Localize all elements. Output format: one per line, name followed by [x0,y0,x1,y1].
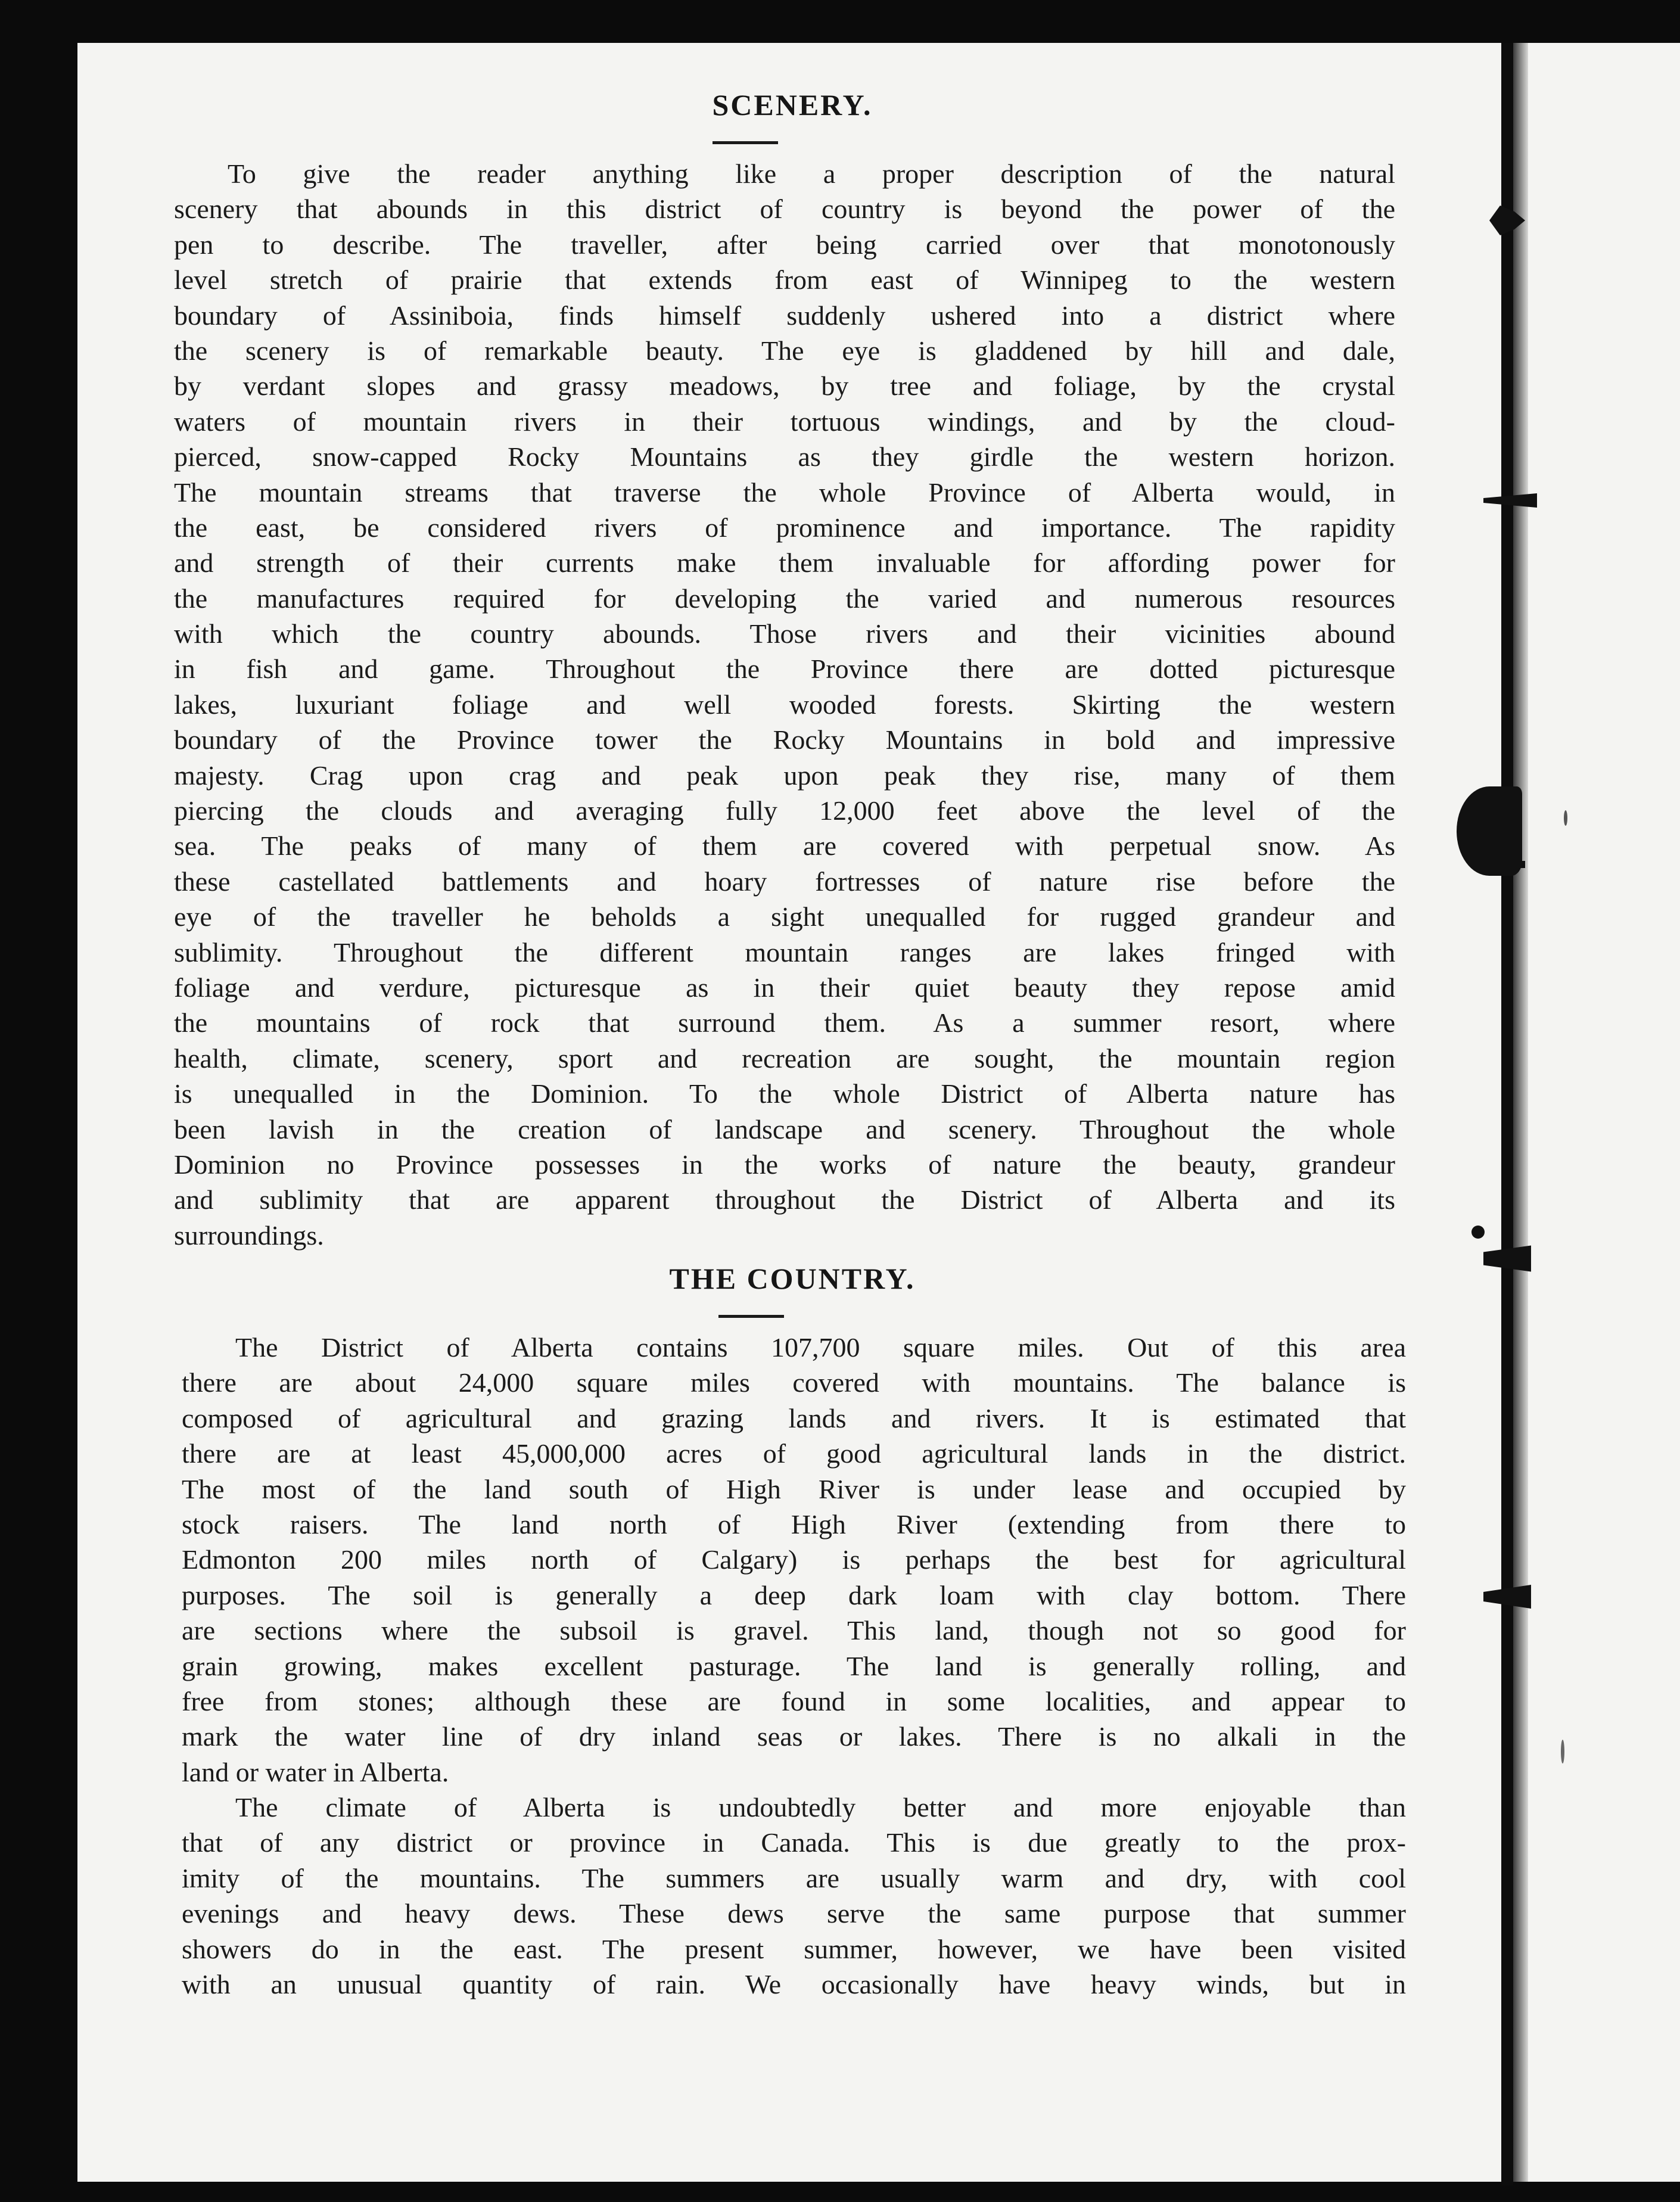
country-text [182,1330,1406,2002]
text-line: eye of the traveller he beholds a sight unequalled for rugged grandeur and [174,901,1395,932]
text-line: the east, be considered rivers of prominence and importance. The rapidity [174,512,1395,543]
text-line: and strength of their currents make them invaluable for affording power for [174,548,1395,579]
heading-scenery: SCENERY. [712,88,873,122]
text-line: The most of the land south of High River is under lease and occupied by [182,1473,1406,1504]
text-line: is unequalled in the Dominion. To the whole District of Alberta nature has [174,1078,1395,1109]
text-line: that of any district or province in Canada. This is due greatly to the prox- [182,1827,1406,1858]
text-line: imity of the mountains. The summers are usually warm and dry, with cool [182,1862,1406,1893]
scan-artifact [1564,810,1567,826]
text-line: by verdant slopes and grassy meadows, by tree and foliage, by the crystal [174,371,1395,402]
text-line: the manufactures required for developing the varied and numerous resources [174,583,1395,614]
scan-artifact [1561,1740,1564,1764]
text-line: piercing the clouds and averaging fully 12,000 feet above the level of the [174,795,1395,826]
text-line: stock raisers. The land north of High River (extending from there to [182,1509,1406,1539]
text-line: with an unusual quantity of rain. We occasionally have heavy winds, but in [182,1969,1406,2000]
text-line: level stretch of prairie that extends from east of Winnipeg to the western [174,265,1395,296]
text-line: foliage and verdure, picturesque as in their quiet beauty they repose amid [174,972,1395,1003]
text-line: boundary of the Province tower the Rocky Mountains in bold and impressive [174,724,1395,755]
text-line: scenery that abounds in this district of country is beyond the power of the [174,194,1395,225]
text-line: Edmonton 200 miles north of Calgary) is perhaps the best for agricultural [182,1544,1406,1575]
left-page [77,43,1507,2182]
gutter-shadow [1513,43,1528,2182]
text-line: mark the water line of dry inland seas or lakes. There is no alkali in the [182,1721,1406,1752]
heading-the-country: THE COUNTRY. [669,1262,916,1295]
text-line: showers do in the east. The present summer, however, we have been visited [182,1933,1406,1964]
text-line: sublimity. Throughout the different mountain ranges are lakes fringed with [174,937,1395,968]
text-line: free from stones; although these are found in some localities, and appear to [182,1685,1406,1716]
text-line: with which the country abounds. Those rivers and their vicinities abound [174,618,1395,649]
text-line: boundary of Assiniboia, finds himself suddenly ushered into a district where [174,300,1395,331]
text-line: The District of Alberta contains 107,700 square miles. Out of this area [235,1332,1406,1363]
text-line: and sublimity that are apparent throughout the District of Alberta and its [174,1184,1395,1215]
ink-blot [1471,1226,1485,1239]
text-line: evenings and heavy dews. These dews serve the same purpose that summer [182,1898,1406,1929]
text-line: in fish and game. Throughout the Province there are dotted picturesque [174,654,1395,685]
scenery-text [174,156,1395,1253]
binding-thread-mark [1489,861,1525,868]
text-line: been lavish in the creation of landscape and scenery. Throughout the whole [174,1114,1395,1144]
book-gutter [1501,43,1513,2185]
text-line: pen to describe. The traveller, after being carried over that monotonously [174,229,1395,260]
text-line: surroundings. [174,1220,324,1251]
facing-page-edge [1528,43,1680,2182]
heading-rule [718,1315,784,1318]
text-line: are sections where the subsoil is gravel. This land, though not so good for [182,1615,1406,1646]
text-line: the mountains of rock that surround them. As a summer resort, where [174,1007,1395,1038]
text-line: majesty. Crag upon crag and peak upon peak they rise, many of them [174,760,1395,791]
text-line: lakes, luxuriant foliage and well wooded forests. Skirting the western [174,689,1395,720]
text-line: land or water in Alberta. [182,1756,449,1787]
text-line: the scenery is of remarkable beauty. The eye is gladdened by hill and dale, [174,335,1395,366]
text-line: composed of agricultural and grazing lands and rivers. It is estimated that [182,1402,1406,1433]
text-line: The climate of Alberta is undoubtedly better and more enjoyable than [235,1792,1406,1823]
text-line: Dominion no Province possesses in the works of nature the beauty, grandeur [174,1149,1395,1180]
text-line: grain growing, makes excellent pasturage. The land is generally rolling, and [182,1650,1406,1681]
text-line: health, climate, scenery, sport and recreation are sought, the mountain region [174,1043,1395,1074]
text-line: sea. The peaks of many of them are covered with perpetual snow. As [174,831,1395,861]
text-line: these castellated battlements and hoary fortresses of nature rise before the [174,866,1395,897]
text-line: pierced, snow-capped Rocky Mountains as they girdle the western horizon. [174,441,1395,472]
text-line: purposes. The soil is generally a deep dark loam with clay bottom. There [182,1579,1406,1610]
text-line: there are about 24,000 square miles covered with mountains. The balance is [182,1367,1406,1398]
text-line: The mountain streams that traverse the whole Province of Alberta would, in [174,477,1395,508]
text-line: waters of mountain rivers in their tortuous windings, and by the cloud- [174,406,1395,437]
text-line: To give the reader anything like a proper description of the natural [228,158,1395,189]
heading-rule [713,141,778,144]
text-line: there are at least 45,000,000 acres of good agricultural lands in the district. [182,1438,1406,1469]
